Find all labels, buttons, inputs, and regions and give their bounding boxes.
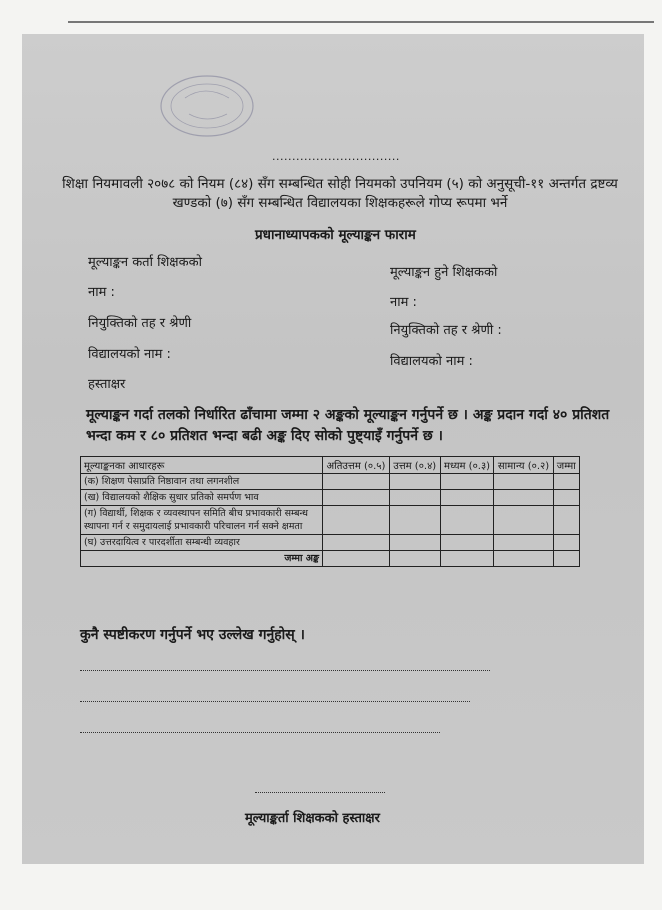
score-cell[interactable] [440,551,494,567]
header-total: जम्मा [553,457,579,474]
clarification-heading: कुनै स्पष्टीकरण गर्नुपर्ने भए उल्लेख गर्नुहोस् । [80,627,305,643]
evaluatee-school: विद्यालयको नाम : [390,354,473,369]
signature-label: मूल्याङ्कर्ता शिक्षकको हस्ताक्षर [245,811,380,826]
total-cell[interactable] [553,551,579,567]
total-label: जम्मा अङ्क [81,551,323,567]
table-row [81,474,580,490]
top-dots: ................................ [272,150,400,163]
total-cell[interactable] [553,474,579,490]
header-general: सामान्य (०.२) [494,457,553,474]
top-rule [68,21,654,23]
total-cell[interactable] [553,490,579,506]
total-cell[interactable] [553,506,579,535]
criteria-cell: (ग) विद्यार्थी, शिक्षक र व्यवस्थापन समिति बीच प्रभावकारी सम्बन्ध स्थापना गर्न र समुदायलाई प्रभावकारी परिचालन गर्न सक्ने क्षमता [81,506,323,535]
evaluatee-name: नाम : [390,295,417,310]
evaluation-table [80,456,580,567]
instruction-text: मूल्याङ्कन गर्दा तलको निर्धारित ढाँचामा जम्मा २ अङ्कको मूल्याङ्कन गर्नुपर्ने छ । अङ्क प्रदान गर्दा ४० प्रतिशत भन्दा कम र ८० प्रतिशत भन्दा बढी अङ्क दिए सोको पुष्ट्याइँ गर्नुपर्ने छ । [86,407,610,444]
table-row [81,535,580,551]
table-header-row [81,457,580,474]
evaluator-signature: हस्ताक्षर [88,377,126,392]
clarification-line-3[interactable] [80,732,440,733]
score-cell[interactable] [389,506,440,535]
header-excellent: अतिउत्तम (०.५) [323,457,390,474]
criteria-cell: (ख) विद्यालयको शैक्षिक सुधार प्रतिको समर्पण भाव [81,490,323,506]
faded-stamp-seal [155,70,259,142]
score-cell[interactable] [323,506,390,535]
score-cell[interactable] [323,490,390,506]
score-cell[interactable] [494,506,553,535]
score-cell[interactable] [389,535,440,551]
table-row [81,490,580,506]
criteria-cell: (क) शिक्षण पेसाप्रति निष्ठावान तथा लगनशील [81,474,323,490]
score-cell[interactable] [494,490,553,506]
table-total-row [81,551,580,567]
criteria-cell: (घ) उत्तरदायित्व र पारदर्शीता सम्बन्धी व्यवहार [81,535,323,551]
clarification-line-1[interactable] [80,670,490,671]
evaluator-name: नाम : [88,285,115,300]
signature-line[interactable] [255,792,385,793]
clarification-line-2[interactable] [80,701,470,702]
score-cell[interactable] [440,506,494,535]
score-cell[interactable] [323,535,390,551]
score-cell[interactable] [389,474,440,490]
total-cell[interactable] [553,535,579,551]
form-title: प्रधानाध्यापकको मूल्याङ्कन फाराम [255,227,416,243]
evaluator-rank: नियुक्तिको तह र श्रेणी [88,316,192,331]
evaluator-school: विद्यालयको नाम : [88,347,171,362]
score-cell[interactable] [323,551,390,567]
score-cell[interactable] [389,490,440,506]
score-cell[interactable] [440,474,494,490]
intro-text: शिक्षा नियमावली २०७८ को नियम (८४) सँग सम्बन्धित सोही नियमको उपनियम (५) को अनुसूची-११ अन्तर्गत द्रष्टव्य खण्डको (७) सँग सम्बन्धित विद्यालयका शिक्षकहरूले गोप्य रूपमा भर्ने [62,176,618,211]
header-very-good: उत्तम (०.४) [389,457,440,474]
score-cell[interactable] [323,474,390,490]
table-row [81,506,580,535]
evaluatee-heading: मूल्याङ्कन हुने शिक्षककाे [390,265,498,280]
header-criteria: मूल्याङ्कनका आधारहरू [81,457,323,474]
score-cell[interactable] [494,535,553,551]
score-cell[interactable] [440,490,494,506]
evaluatee-rank: नियुक्तिको तह र श्रेणी : [390,323,502,338]
score-cell[interactable] [494,474,553,490]
evaluator-heading: मूल्याङ्कन कर्ता शिक्षकको [88,255,202,270]
score-cell[interactable] [494,551,553,567]
score-cell[interactable] [440,535,494,551]
score-cell[interactable] [389,551,440,567]
header-average: मध्यम (०.३) [440,457,494,474]
